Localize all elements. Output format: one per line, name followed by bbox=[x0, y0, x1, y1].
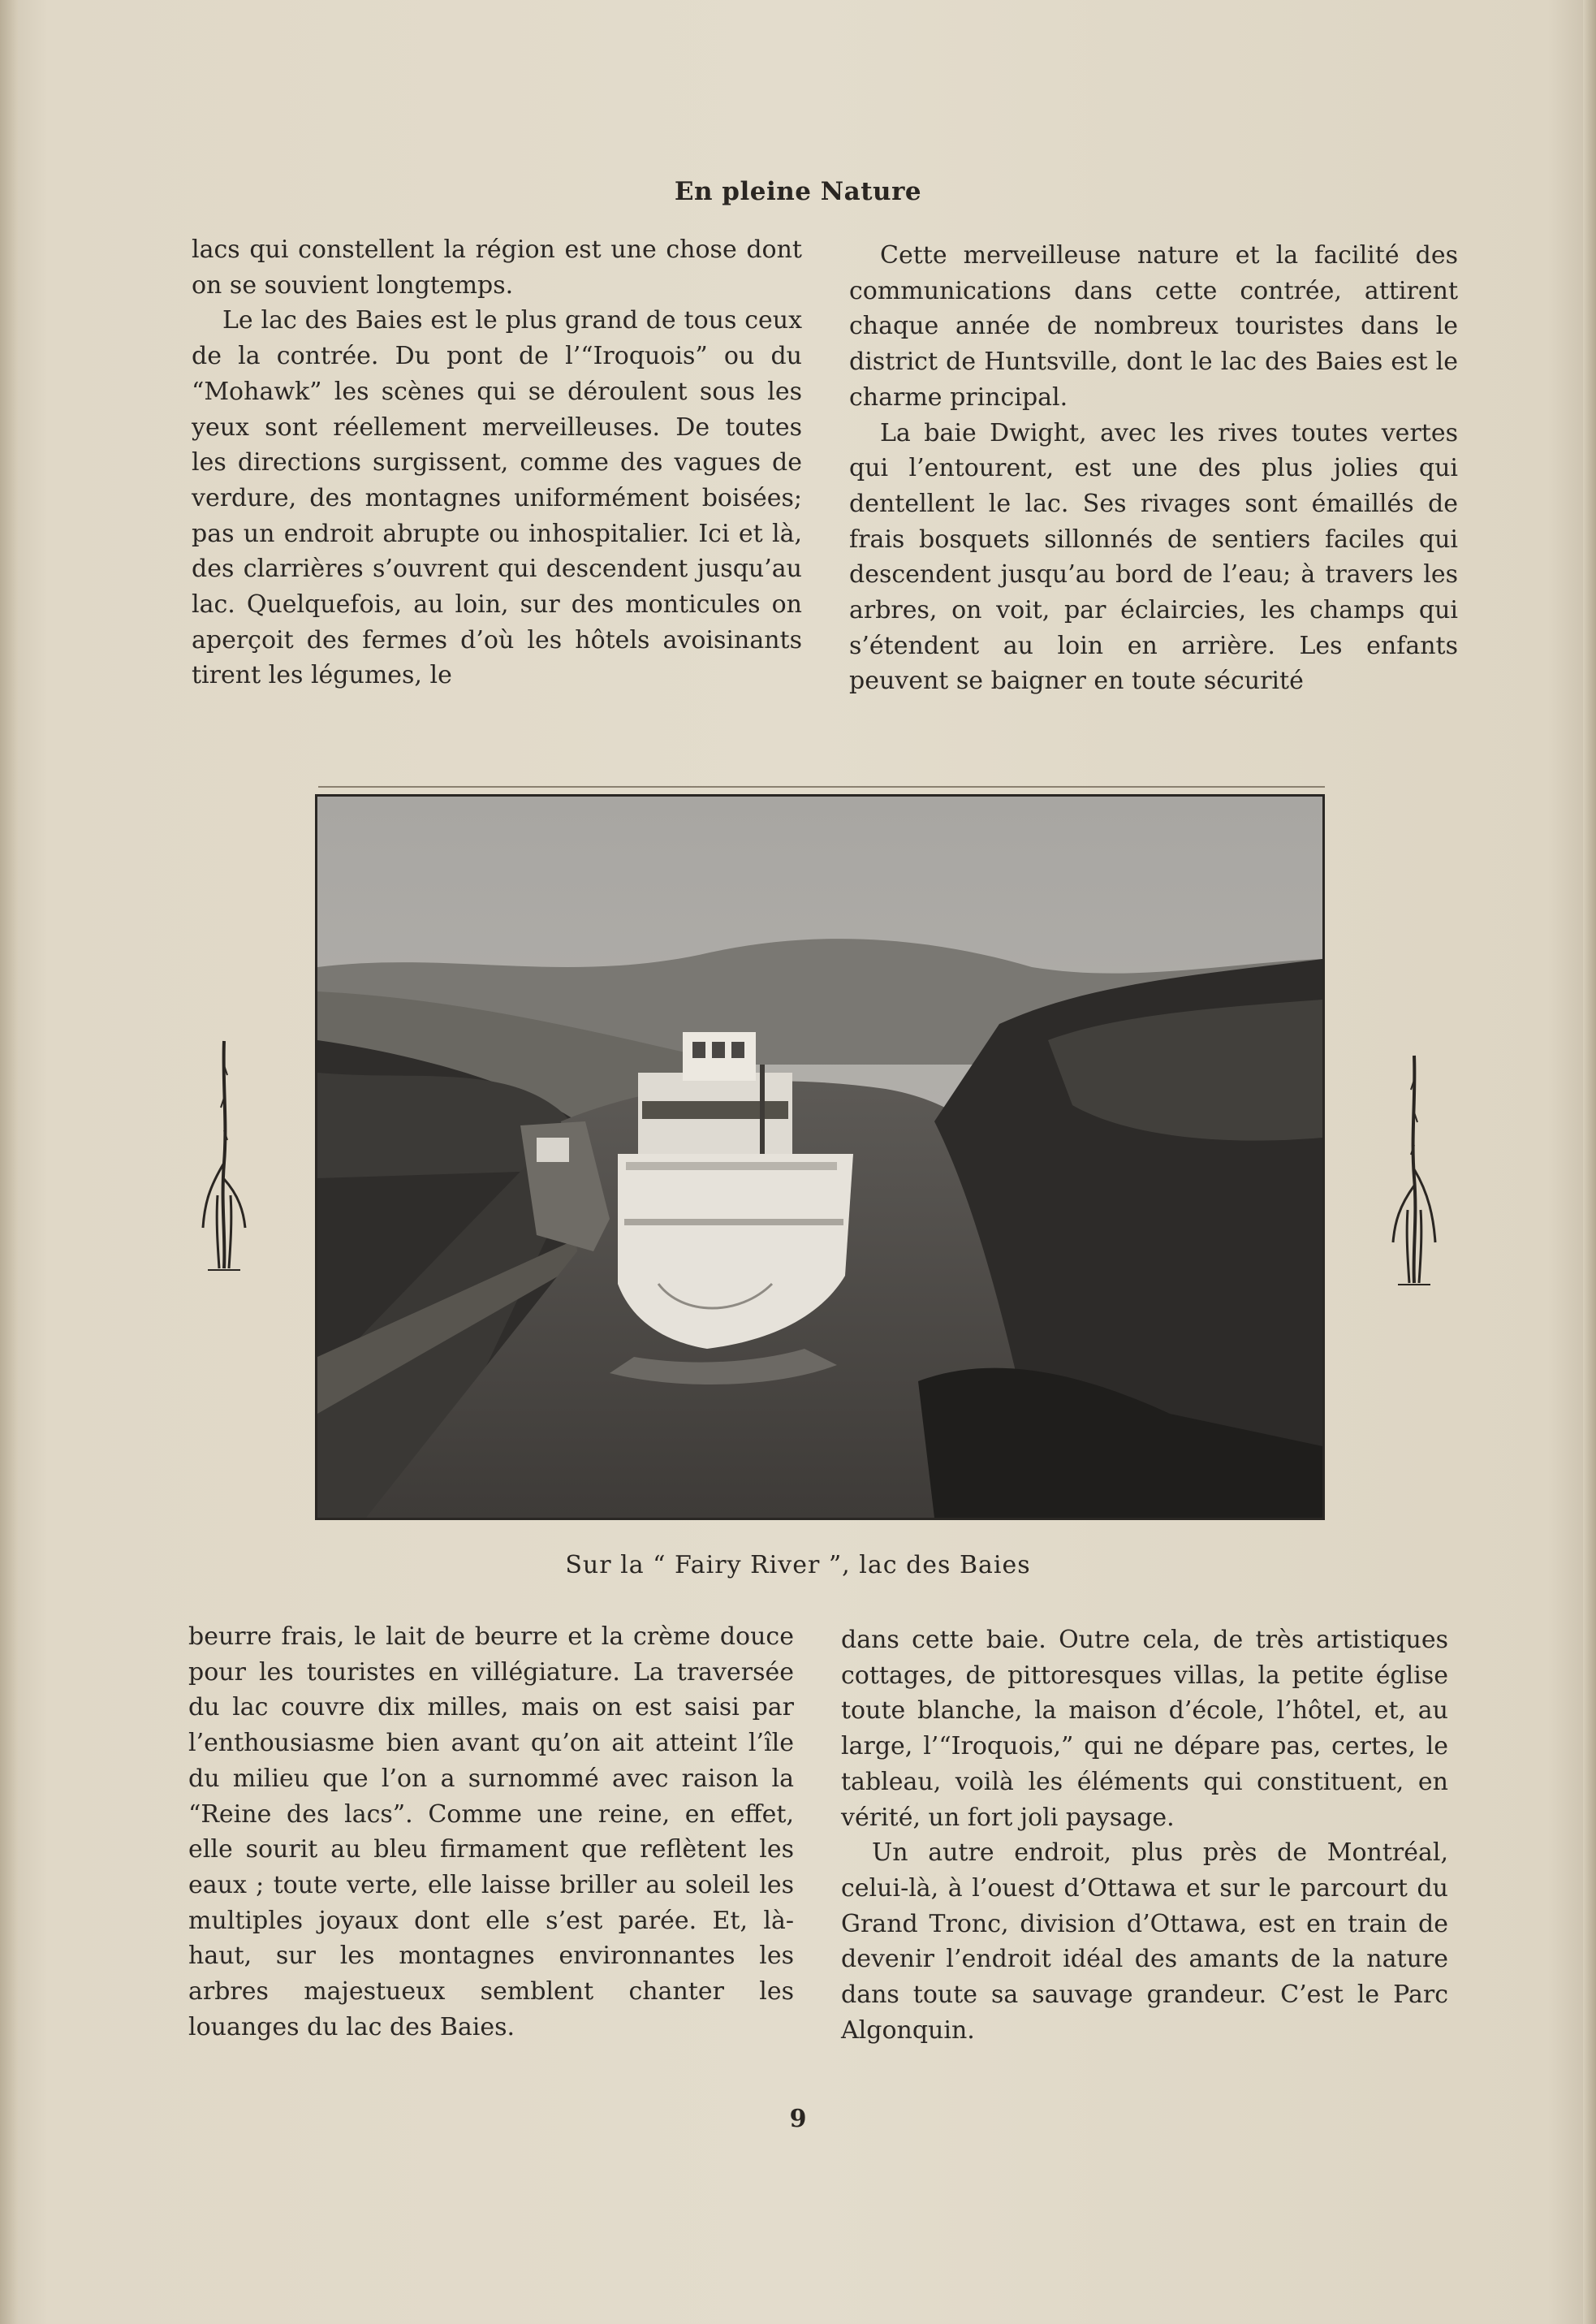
paragraph: Le lac des Baies est le plus grand de tous ceux de la contrée. Du pont de l’“Iroquois” ou du “Mohawk” les scènes qui se déroulent sous les yeux sont réellement merveilleuses. De toutes les directions surgissent, comme des vagues de verdure, des montagnes uniformément boisées; pas un endroit abrupte ou inhospitalier. Ici et là, des clarrières s’ouvrent qui descendent jusqu’au lac. Quelquefois, au loin, sur des monticules on aperçoit des fermes d’où les hôtels avoisinants tirent les légumes, le bbox=[192, 306, 802, 690]
text-column-top-right bbox=[849, 238, 1458, 699]
photograph-steamboat-fairy-river bbox=[315, 794, 1325, 1520]
text-column-bottom-left bbox=[188, 1619, 794, 2045]
running-title: En pleine Nature bbox=[674, 177, 922, 206]
page-number: 9 bbox=[789, 2105, 807, 2133]
reed-ornament-left bbox=[200, 1033, 248, 1276]
text-column-top-left bbox=[192, 232, 802, 693]
paragraph: beurre frais, le lait de beurre et la crème douce pour les touristes en villégiature. La traversée du lac couvre dix milles, mais on est saisi par l’enthousiasme bien avant qu’on ait atteint l’île du milieu que l’on a surnommé avec raison la “Reine des lacs”. Comme une reine, en effet, elle sourit au bleu firmament que reflètent les eaux ; toute verte, elle laisse briller au soleil les multiples joyaux dont elle s’est parée. Et, là-haut, sur les montagnes environnantes les arbres majestueux semblent chanter les louanges du lac des Baies. bbox=[188, 1622, 794, 2041]
page-edge-left bbox=[0, 0, 18, 2324]
paragraph: Cette merveilleuse nature et la facilité des communications dans cette contrée, attirent chaque année de nombreux touristes dans le district de Huntsville, dont le lac des Baies est le charme principal. bbox=[849, 241, 1458, 412]
photo-caption: Sur la “ Fairy River ”, lac des Baies bbox=[565, 1551, 1031, 1579]
paragraph: Un autre endroit, plus près de Montréal, celui-là, à l’ouest d’Ottawa et sur le parcourt du Grand Tronc, division d’Ottawa, est en train de devenir l’endroit idéal des amants de la nature dans toute sa sauvage grandeur. C’est le Parc Algonquin. bbox=[841, 1838, 1448, 2045]
paragraph: La baie Dwight, avec les rives toutes vertes qui l’entourent, est une des plus jolies qui dentellent le lac. Ses rivages sont émaillés de frais bosquets sillonnés de sentiers faciles qui descendent jusqu’au bord de l’eau; à travers les arbres, on voit, par éclaircies, les champs qui s’étendent au loin en arrière. Les enfants peuvent se baigner en toute sécurité bbox=[849, 418, 1458, 696]
reed-ornament-right bbox=[1390, 1048, 1439, 1291]
page-edge-right bbox=[1583, 0, 1596, 2324]
paragraph: dans cette baie. Outre cela, de très artistiques cottages, de pittoresques villas, la petite église toute blanche, la maison d’école, l’hôtel, et, au large, l’“Iroquois,” qui ne dépare pas, certes, le tableau, voilà les éléments qui constituent, en vérité, un fort joli paysage. bbox=[841, 1626, 1448, 1832]
paragraph: lacs qui constellent la région est une chose dont on se souvient longtemps. bbox=[192, 235, 802, 300]
text-column-bottom-right bbox=[841, 1622, 1448, 2048]
photo-top-rule bbox=[318, 786, 1325, 788]
